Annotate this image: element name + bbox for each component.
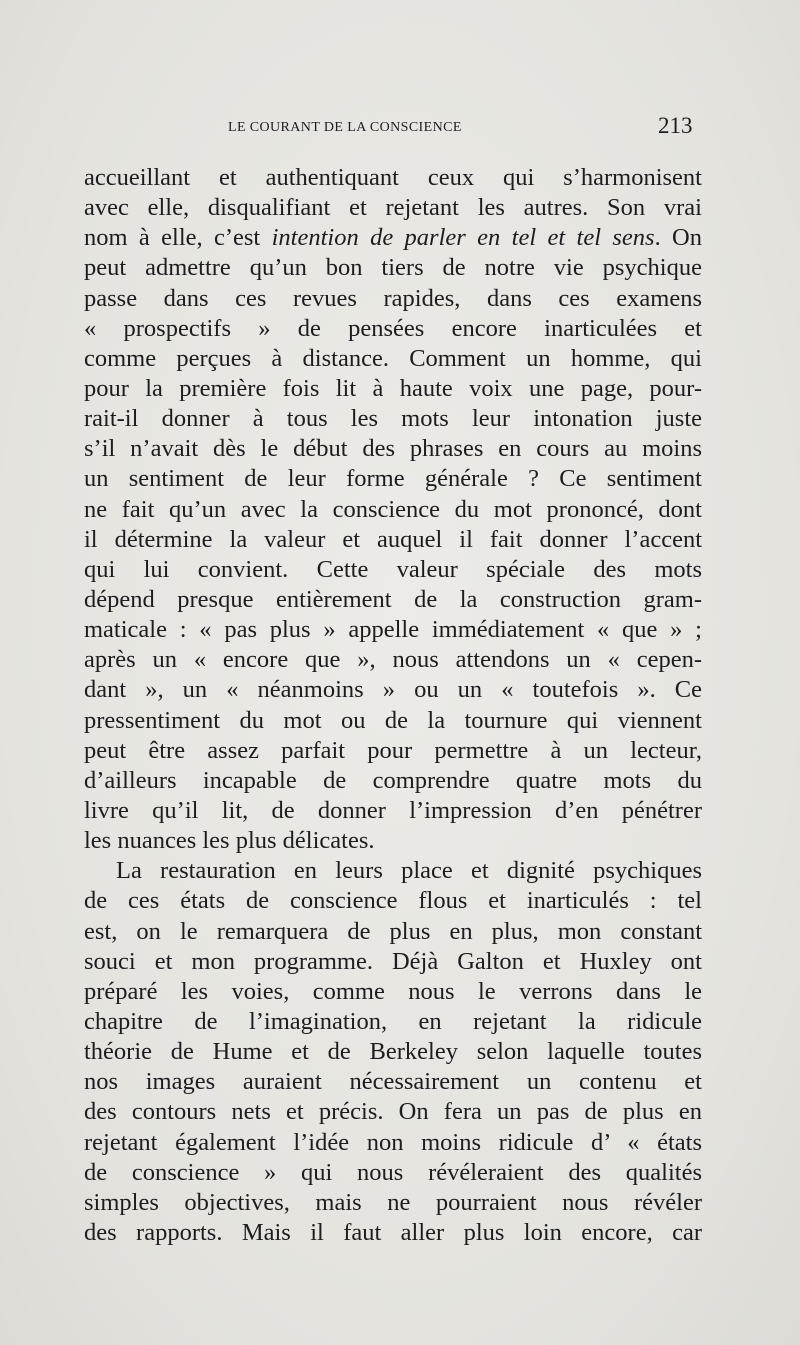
- text-line: accueillant et authentiquant ceux qui s’harmonisent: [84, 164, 702, 191]
- text-line: après un « encore que », nous attendons un « cepen-: [84, 646, 702, 674]
- italic-phrase: intention de parler en tel et tel sens: [271, 224, 655, 252]
- text-line: il détermine la valeur et auquel il fait donner l’accent: [84, 525, 702, 553]
- text-line: nos images auraient nécessairement un contenu et: [84, 1068, 702, 1096]
- text-line: s’il n’avait dès le début des phrases en cours au moins: [84, 435, 702, 463]
- text-line: rejetant également l’idée non moins ridicule d’ « états: [84, 1128, 702, 1156]
- text-line: un sentiment de leur forme générale ? Ce sentiment: [84, 465, 702, 493]
- text-line: peut admettre qu’un bon tiers de notre vie psychique: [84, 254, 702, 282]
- text-line: chapitre de l’imagination, en rejetant la ridicule: [84, 1007, 702, 1035]
- text-line: pressentiment du mot ou de la tournure qui viennent: [84, 706, 702, 734]
- text-line: [84, 223, 702, 253]
- text-line: souci et mon programme. Déjà Galton et Huxley ont: [84, 947, 702, 975]
- text-line-segment: nom à elle, c’est: [84, 224, 272, 252]
- text-line: ne fait qu’un avec la conscience du mot prononcé, dont: [84, 495, 702, 523]
- text-line: qui lui convient. Cette valeur spéciale des mots: [84, 555, 702, 583]
- text-line: d’ailleurs incapable de comprendre quatre mots du: [84, 766, 702, 794]
- text-line: peut être assez parfait pour permettre à un lecteur,: [84, 736, 702, 764]
- text-line: passe dans ces revues rapides, dans ces examens: [84, 284, 702, 312]
- text-line: des rapports. Mais il faut aller plus loin encore, car: [84, 1218, 702, 1246]
- text-line: avec elle, disqualifiant et rejetant les autres. Son vrai: [84, 194, 702, 222]
- paragraph: [84, 856, 702, 1248]
- text-line-segment: . On: [654, 224, 703, 252]
- text-line: de conscience » qui nous révéleraient des qualités: [84, 1158, 702, 1186]
- text-line: des contours nets et précis. On fera un pas de plus en: [84, 1098, 702, 1126]
- body-text: [84, 163, 702, 1248]
- text-line: dant », un « néanmoins » ou un « toutefois ». Ce: [84, 676, 702, 704]
- text-line: préparé les voies, comme nous le verrons dans le: [84, 977, 702, 1005]
- text-line: La restauration en leurs place et dignité psychiques: [116, 857, 702, 885]
- text-line: simples objectives, mais ne pourraient nous révéler: [84, 1188, 702, 1216]
- text-line: « prospectifs » de pensées encore inarticulées et: [84, 314, 702, 342]
- text-line: théorie de Hume et de Berkeley selon laquelle toutes: [84, 1038, 702, 1066]
- running-head: [0, 113, 800, 143]
- text-line: comme perçues à distance. Comment un homme, qui: [84, 344, 702, 372]
- text-line: de ces états de conscience flous et inarticulés : tel: [84, 887, 702, 915]
- text-line: maticale : « pas plus » appelle immédiatement « que » ;: [84, 616, 702, 644]
- text-line: dépend presque entièrement de la construction gram-: [84, 585, 702, 613]
- text-line: est, on le remarquera de plus en plus, mon constant: [84, 917, 702, 945]
- text-line: les nuances les plus délicates.: [84, 827, 375, 855]
- paragraph: [84, 163, 702, 856]
- running-title: LE COURANT DE LA CONSCIENCE: [228, 120, 462, 135]
- text-line: rait-il donner à tous les mots leur intonation juste: [84, 405, 702, 433]
- text-line: pour la première fois lit à haute voix une page, pour-: [84, 374, 702, 402]
- page-number: 213: [658, 113, 693, 138]
- text-line: livre qu’il lit, de donner l’impression d’en pénétrer: [84, 796, 702, 824]
